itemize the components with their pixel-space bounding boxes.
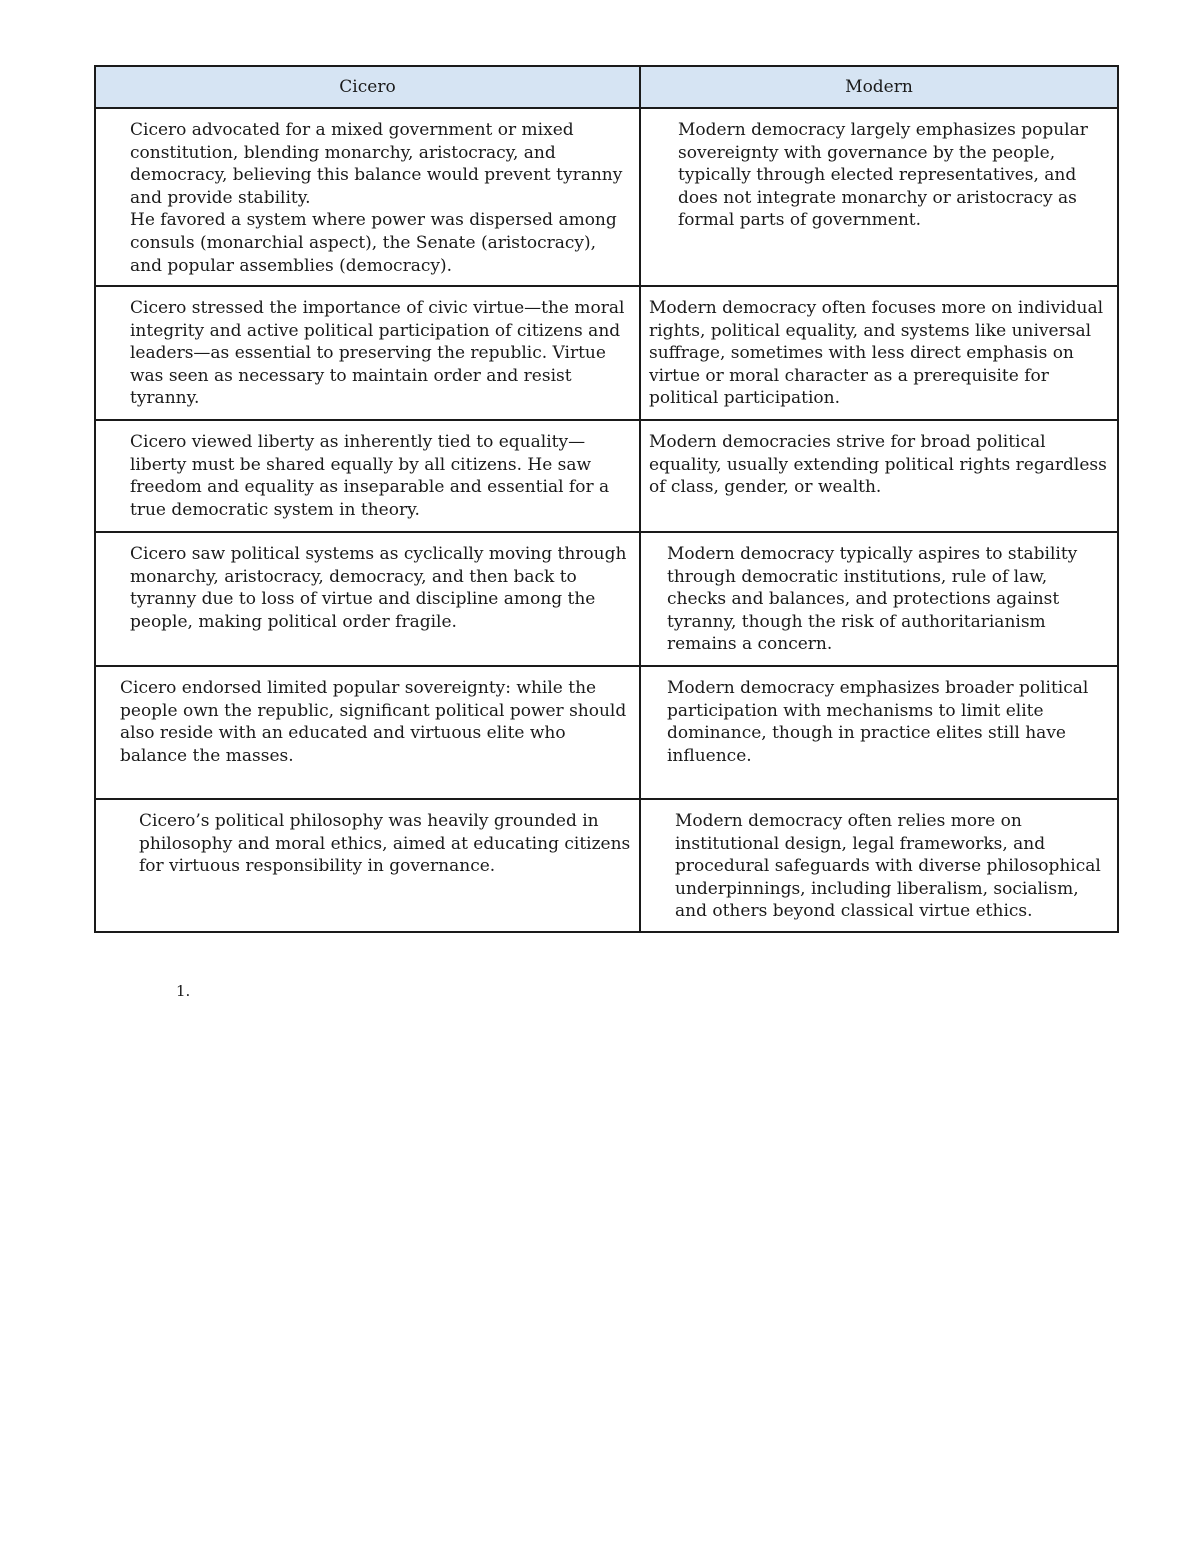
cell-cicero [95, 532, 640, 666]
cell-text: Modern democracy largely emphasizes popular sovereignty with governance by the people, typically through elected representatives, and does not integrate monarchy or aristocracy as formal parts of government. [678, 120, 1088, 231]
header-cicero: Cicero [95, 66, 640, 108]
cell-modern [640, 799, 1118, 932]
cell-modern [640, 532, 1118, 666]
cell-modern [640, 286, 1118, 420]
cell-cicero [95, 286, 640, 420]
cell-text: Modern democracy emphasizes broader political participation with mechanisms to limit elite dominance, though in practice elites still have influence. [667, 678, 1089, 766]
cell-text: Modern democracy often relies more on institutional design, legal frameworks, and procedural safeguards with diverse philosophical underpinnings, including liberalism, socialism, and others beyond classical virtue ethics. [675, 811, 1101, 922]
header-modern: Modern [640, 66, 1118, 108]
cell-text: Modern democracy often focuses more on individual rights, political equality, and systems like universal suffrage, sometimes with less direct emphasis on virtue or moral character as a prerequisite for political participation. [649, 298, 1104, 409]
table-row [95, 420, 1118, 532]
table-row [95, 108, 1118, 286]
cell-text: Cicero viewed liberty as inherently tied to equality—liberty must be shared equally by all citizens. He saw freedom and equality as inseparable and essential for a true democratic system in theory. [130, 432, 610, 520]
list-item-marker: 1. [176, 982, 191, 1000]
cell-modern [640, 108, 1118, 286]
cell-cicero [95, 108, 640, 286]
cell-cicero [95, 799, 640, 932]
table-header-row [95, 66, 1118, 108]
cell-cicero [95, 420, 640, 532]
cell-cicero [95, 666, 640, 799]
cell-text: Modern democracy typically aspires to stability through democratic institutions, rule of law, checks and balances, and protections against tyranny, though the risk of authoritarianism remains a concern. [667, 544, 1078, 655]
table-row [95, 532, 1118, 666]
comparison-table [94, 65, 1119, 933]
cell-text: Modern democracies strive for broad political equality, usually extending political rights regardless of class, gender, or wealth. [649, 432, 1107, 498]
cell-text: Cicero saw political systems as cyclically moving through monarchy, aristocracy, democracy, and then back to tyranny due to loss of virtue and discipline among the people, making political order fragile. [130, 544, 627, 632]
table-row [95, 799, 1118, 932]
cell-text: Cicero’s political philosophy was heavily grounded in philosophy and moral ethics, aimed at educating citizens for virtuous responsibility in governance. [139, 811, 631, 877]
cell-modern [640, 666, 1118, 799]
cell-text: Cicero advocated for a mixed government or mixed constitution, blending monarchy, aristocracy, and democracy, believing this balance would prevent tyranny and provide stability. He favored a system where power was dispersed among consuls (monarchial aspect), the Senate (aristocracy), and popular assemblies (democracy). [130, 120, 623, 276]
table-row [95, 286, 1118, 420]
table-row [95, 666, 1118, 799]
cell-modern [640, 420, 1118, 532]
cell-text: Cicero endorsed limited popular sovereignty: while the people own the republic, significant political power should also reside with an educated and virtuous elite who balance the masses. [120, 678, 627, 766]
cell-text: Cicero stressed the importance of civic virtue—the moral integrity and active political participation of citizens and leaders—as essential to preserving the republic. Virtue was seen as necessary to maintain order and resist tyranny. [130, 298, 625, 409]
